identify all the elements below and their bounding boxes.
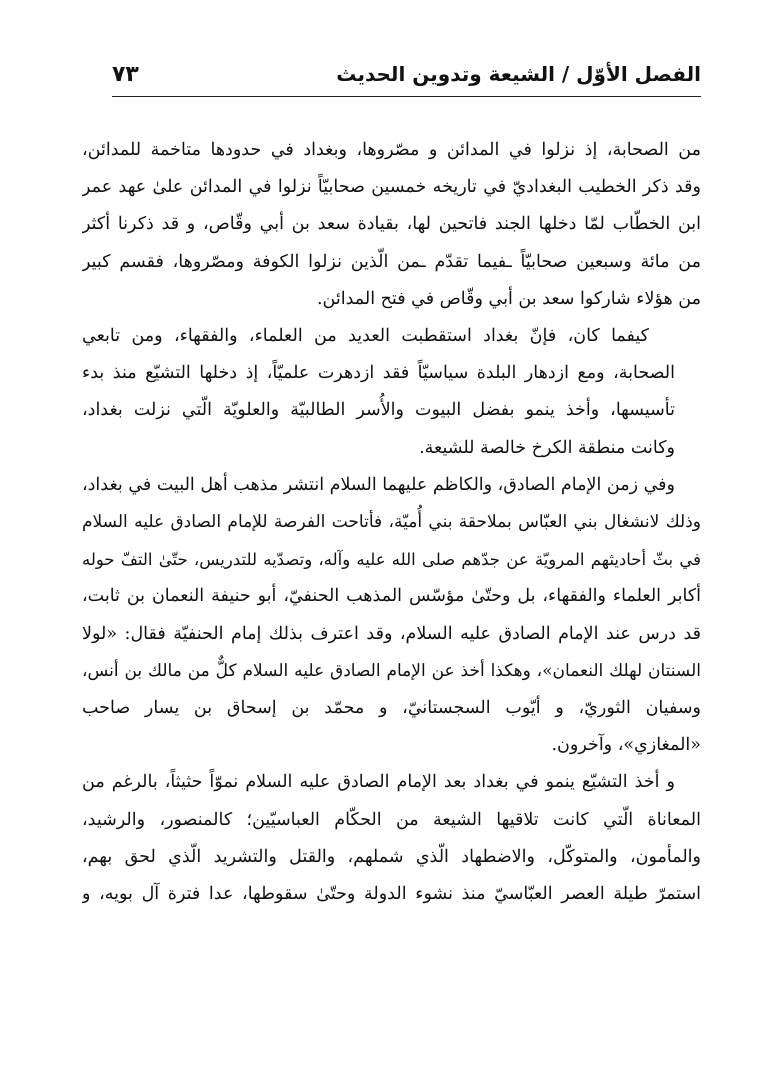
text-line: وكانت منطقة الكرخ خالصة للشيعة. [419, 437, 675, 458]
text-line: استمرّ طيلة العصر العبّاسيّ منذ نشوء الدولة وحتّىٰ سقوطها، عدا فترة آل بويه، و [82, 884, 701, 905]
running-header [112, 58, 701, 94]
header-divider [112, 96, 701, 97]
text-line: من هؤلاء شاركوا سعد بن أبي وقّاص في فتح المدائن. [316, 288, 701, 309]
text-line: من مائة وسبعين صحابيّاً ـفيما تقدّم ـمن الّذين نزلوا الكوفة ومصّروها، فقسم كبير [82, 251, 701, 272]
body-text [82, 132, 701, 913]
page-number: ٧٣ [112, 62, 139, 87]
text-line: في بثّ أحاديثهم المرويّة عن جدّهم صلى الله عليه وآله، وتصدّيه للتدريس، حتّىٰ التفّ حوله [82, 550, 701, 570]
text-line: أكابر العلماء والفقهاء، بل وحتّىٰ مؤسّس المذهب الحنفيّ، أبو حنيفة النعمان بن ثابت، [82, 586, 701, 607]
chapter-title: الفصل الأوّل / الشيعة وتدوين الحديث [336, 62, 701, 86]
text-line: الصحابة، ومع ازدهار البلدة سياسيّاً فقد ازدهرت علميّاً، إذ دخلها التشيّع منذ بدء [82, 363, 675, 384]
text-line: وفي زمن الإمام الصادق، والكاظم عليهما السلام انتشر مذهب أهل البيت في بغداد، [82, 474, 675, 495]
text-line: وقد ذكر الخطيب البغداديّ في تاريخه خمسين صحابيّاً نزلوا في المدائن علىٰ عهد عمر [82, 177, 701, 198]
paragraph-2 [82, 318, 701, 467]
text-line: قد درس عند الإمام الصادق عليه السلام، وقد اعترف بذلك إمام الحنفيّة فقال: «لولا [82, 623, 701, 644]
text-line: وذلك لانشغال بني العبّاس بملاحقة بني أُميّة، فأتاحت الفرصة للإمام الصادق عليه السلام [82, 512, 701, 533]
text-line: من الصحابة، إذ نزلوا في المدائن و مصّروها، وبغداد في حدودها متاخمة للمدائن، [82, 140, 701, 160]
paragraph-4 [82, 764, 701, 913]
text-line: وسفيان الثوريّ، و أيّوب السجستانيّ، و محمّد بن إسحاق بن يسار صاحب [82, 698, 701, 719]
text-line: السنتان لهلك النعمان»، وهكذا أخذ عن الإمام الصادق عليه السلام كلٌّ من مالك بن أنس، [82, 660, 701, 681]
paragraph-3 [82, 467, 701, 765]
text-line: والمأمون، والمتوكّل، والاضطهاد الّذي شملهم، والقتل والتشريد الّذي لحق بهم، [82, 846, 701, 867]
text-line: المعاناة الّتي كانت تلاقيها الشيعة من الحكّام العباسيّين؛ كالمنصور، والرشيد، [82, 809, 701, 830]
text-line: ابن الخطّاب لمّا دخلها الجند فاتحين لها، بقيادة سعد بن أبي وقّاص، و قد ذكرنا أكثر [82, 214, 701, 235]
text-line: كيفما كان، فإنّ بغداد استقطبت العديد من العلماء، والفقهاء، ومن تابعي [82, 326, 649, 347]
text-line: «المغازي»، وآخرون. [551, 735, 701, 756]
text-line: تأسيسها، وأخذ ينمو بفضل البيوت والأُسر الطالبيّة والعلويّة الّتي نزلت بغداد، [82, 400, 675, 421]
text-line: و أخذ التشيّع ينمو في بغداد بعد الإمام الصادق عليه السلام نموّاً حثيثاً، بالرغم من [82, 772, 675, 793]
paragraph-1 [82, 132, 701, 318]
